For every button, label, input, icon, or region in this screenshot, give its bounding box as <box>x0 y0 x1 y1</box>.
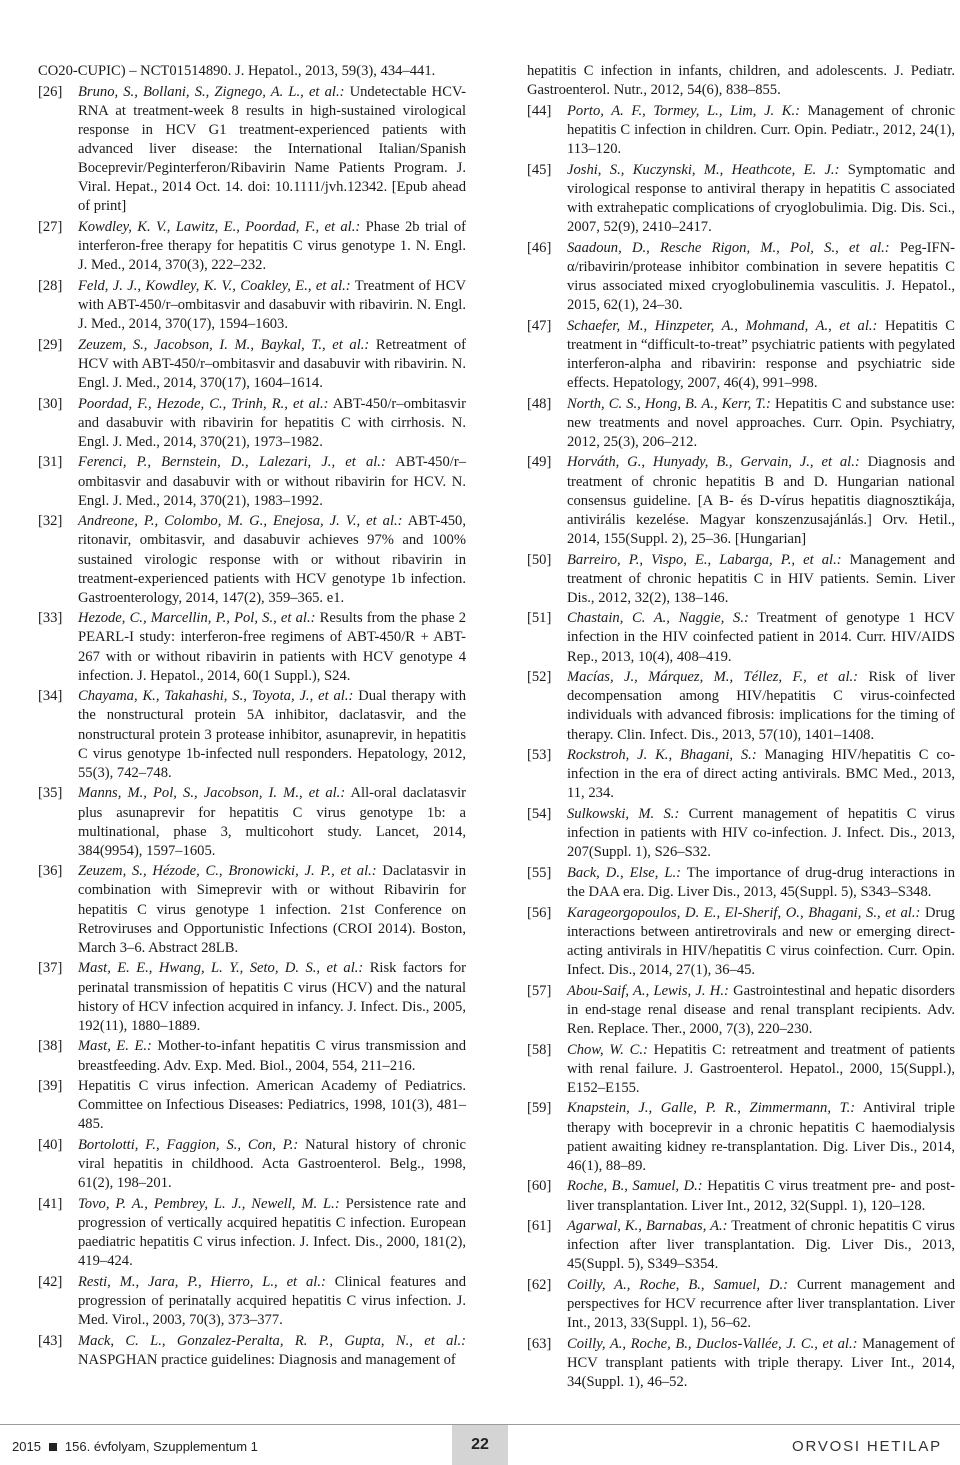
reference-entry <box>527 904 955 980</box>
reference-number: [39] <box>38 1078 63 1095</box>
reference-number: [26] <box>38 83 63 100</box>
reference-authors: Schaefer, M., Hinzpeter, A., Mohmand, A., et al.: <box>567 317 878 334</box>
reference-text: Natural history of chronic viral hepatitis in childhood. Acta Gastroenterol. Belg., 1998, 61(2), 198–201. <box>78 1137 466 1192</box>
reference-authors: Andreone, P., Colombo, M. G., Enejosa, J. V., et al.: <box>78 513 403 530</box>
reference-authors: Ferenci, P., Bernstein, D., Lalezari, J., et al.: <box>78 454 386 471</box>
reference-entry <box>38 1332 466 1370</box>
reference-entry <box>38 687 466 782</box>
reference-authors: Mast, E. E., Hwang, L. Y., Seto, D. S., et al.: <box>78 960 364 977</box>
reference-number: [46] <box>527 239 552 256</box>
reference-entry <box>38 336 466 393</box>
reference-number: [44] <box>527 102 552 119</box>
reference-entry <box>38 277 466 334</box>
reference-text: ABT-450/r–ombitasvir and dasabuvir with ribavirin for hepatitis C with cirrhosis. N. Engl. J. Med., 2014, 370(21), 1973–1982. <box>78 395 467 450</box>
reference-number: [55] <box>527 864 552 881</box>
reference-entry <box>38 83 466 217</box>
reference-authors: Knapstein, J., Galle, P. R., Zimmermann, T.: <box>567 1100 856 1117</box>
reference-number: [51] <box>527 610 552 627</box>
reference-text: ABT-450/r–ombitasvir and dasabuvir with or without ribavirin for HCV. N. Engl. J. Med., 2014, 370(21), 1983–1992. <box>78 454 466 509</box>
reference-text: Current management of hepatitis C virus infection in patients with HIV co-infection. J. Infect. Dis., 2013, 207(Suppl. 1), S26–S32. <box>567 806 955 861</box>
reference-entry <box>527 62 955 100</box>
reference-entry <box>527 239 955 315</box>
reference-text: Treatment of chronic hepatitis C virus infection after liver transplantation. Dig. Liver Dis., 2013, 45(Suppl. 5), S349–S354. <box>567 1218 955 1273</box>
reference-text: Clinical features and progression of perinatally acquired hepatitis C virus infection. J. Med. Virol., 2003, 70(3), 373–377. <box>78 1273 466 1329</box>
reference-text: Daclatasvir in combination with Simeprevir with or without Ribavirin for hepatitis C virus genotype 1 infection. 21st Conference on Retroviruses and Opportunistic Infections (CROI 2014). Boston, March 3–6. Abstract 28LB. <box>78 863 466 956</box>
reference-number: [38] <box>38 1038 63 1055</box>
reference-entry <box>527 317 955 393</box>
reference-authors: Chayama, K., Takahashi, S., Toyota, J., et al.: <box>78 688 354 705</box>
reference-entry <box>527 864 955 902</box>
reference-number: [42] <box>38 1273 63 1290</box>
reference-authors: Abou-Saif, A., Lewis, J. H.: <box>567 982 729 999</box>
reference-entry <box>38 609 466 685</box>
reference-number: [34] <box>38 688 63 705</box>
reference-number: [49] <box>527 454 552 471</box>
reference-number: [57] <box>527 982 552 999</box>
reference-number: [28] <box>38 277 63 294</box>
reference-entry <box>527 551 955 608</box>
reference-entry <box>38 512 466 607</box>
reference-authors: Saadoun, D., Resche Rigon, M., Pol, S., et al.: <box>567 239 890 256</box>
reference-entry <box>38 784 466 860</box>
reference-number: [54] <box>527 806 552 823</box>
reference-text: The importance of drug-drug interactions in the DAA era. Dig. Liver Dis., 2013, 45(Suppl. 5), S343–S348. <box>567 864 955 901</box>
reference-text: Diagnosis and treatment of chronic hepatitis B and D. Hungarian national consensus guideline. [A B- és D-vírus hepatitis diagnosztikája, antivirális kezelése. Magyar konszenzusajánlás.] Orv. Hetil., 2014, 155(Suppl. 2), 25–36. [Hungarian] <box>567 454 955 547</box>
reference-authors: Back, D., Else, L.: <box>567 864 682 881</box>
reference-text: NASPGHAN practice guidelines: Diagnosis and management of <box>78 1351 456 1368</box>
reference-text: Drug interactions between antiretrovirals and new or emerging direct-acting antivirals in HIV/hepatitis C virus coinfection. Curr. Opin. Infect. Dis., 2014, 27(1), 36–45. <box>567 904 955 979</box>
reference-authors: Hezode, C., Marcellin, P., Pol, S., et al.: <box>78 610 316 627</box>
reference-entry <box>527 1099 955 1175</box>
reference-text: hepatitis C infection in infants, children, and adolescents. J. Pediatr. Gastroenterol. Nutr., 2012, 54(6), 838–855. <box>527 63 955 99</box>
reference-number: [62] <box>527 1277 552 1294</box>
footer-year: 2015 <box>12 1439 41 1454</box>
reference-entry <box>527 982 955 1039</box>
reference-number: [27] <box>38 218 63 235</box>
reference-number: [35] <box>38 785 63 802</box>
reference-text: Mother-to-infant hepatitis C virus transmission and breastfeeding. Adv. Exp. Med. Biol., 2004, 554, 211–216. <box>78 1038 466 1074</box>
reference-text: Treatment of genotype 1 HCV infection in the HIV coinfected patient in 2014. Curr. HIV/AIDS Rep., 2013, 10(4), 408–419. <box>567 610 955 665</box>
reference-authors: Tovo, P. A., Pembrey, L. J., Newell, M. L.: <box>78 1195 340 1212</box>
reference-entry <box>527 102 955 159</box>
reference-number: [41] <box>38 1195 63 1212</box>
reference-number: [32] <box>38 513 63 530</box>
reference-number: [63] <box>527 1335 552 1352</box>
reference-authors: Manns, M., Pol, S., Jacobson, I. M., et al.: <box>78 785 346 802</box>
reference-text: Management of chronic hepatitis C infection in children. Curr. Opin. Pediatr., 2012, 24(1), 113–120. <box>567 102 955 157</box>
reference-text: Peg-IFN-α/ribavirin/protease inhibitor combination in severe hepatitis C virus associated mixed cryoglobulinemia vasculitis. J. Hepatol., 2015, 62(1), 24–30. <box>567 239 956 313</box>
reference-text: Hepatitis C virus infection. American Academy of Pediatrics. Committee on Infectious Diseases: Pediatrics, 1998, 101(3), 481–485. <box>78 1078 466 1133</box>
reference-authors: Bruno, S., Bollani, S., Zignego, A. L., et al.: <box>78 83 345 100</box>
reference-authors: Coilly, A., Roche, B., Duclos-Vallée, J. C., et al.: <box>567 1335 858 1352</box>
reference-number: [40] <box>38 1137 63 1154</box>
reference-number: [50] <box>527 551 552 568</box>
reference-entry <box>527 1217 955 1274</box>
reference-entry <box>527 609 955 666</box>
reference-number: [30] <box>38 395 63 412</box>
reference-text: Risk factors for perinatal transmission of hepatitis C virus (HCV) and the natural history of HCV infection acquired in infancy. J. Infect. Dis., 2005, 192(11), 1880–1889. <box>78 960 466 1034</box>
reference-number: [47] <box>527 317 552 334</box>
reference-entry <box>38 1037 466 1075</box>
reference-number: [43] <box>38 1332 63 1349</box>
left-reference-column <box>38 62 466 1372</box>
right-reference-column <box>527 62 955 1394</box>
reference-text: Management and treatment of chronic hepatitis C in HIV patients. Semin. Liver Dis., 2012, 32(2), 138–146. <box>567 551 955 606</box>
reference-text: Hepatitis C: retreatment and treatment of patients with renal failure. J. Gastroenterol. Hepatol., 2000, 15(Suppl.), E152–E155. <box>567 1041 955 1096</box>
reference-entry <box>527 395 955 452</box>
reference-entry <box>38 959 466 1035</box>
reference-authors: Kowdley, K. V., Lawitz, E., Poordad, F., et al.: <box>78 218 361 235</box>
reference-text: CO20-CUPIC) – NCT01514890. J. Hepatol., 2013, 59(3), 434–441. <box>38 63 436 79</box>
reference-text: Phase 2b trial of interferon-free therapy for hepatitis C virus genotype 1. N. Engl. J. Med., 2014, 370(3), 222–232. <box>78 218 466 274</box>
reference-authors: Horváth, G., Hunyady, B., Gervain, J., et al.: <box>567 454 860 471</box>
reference-authors: Mast, E. E.: <box>78 1038 152 1055</box>
reference-text: Persistence rate and progression of vertically acquired hepatitis C infection. European paediatric hepatitis C virus infection. J. Infect. Dis., 2000, 181(2), 419–424. <box>78 1195 466 1270</box>
reference-text: All-oral daclatasvir plus asunaprevir for hepatitis C virus genotype 1b: a multinational, phase 3, multicohort study. Lancet, 2014, 384(9954), 1597–1605. <box>78 785 466 859</box>
reference-text: Managing HIV/hepatitis C co-infection in the era of direct acting antivirals. BMC Med., 2013, 11, 234. <box>567 747 956 802</box>
page-footer <box>0 1424 960 1465</box>
reference-number: [56] <box>527 904 552 921</box>
reference-entry <box>527 746 955 803</box>
reference-number: [60] <box>527 1178 552 1195</box>
reference-text: Treatment of HCV with ABT-450/r–ombitasvir and dasabuvir with ribavirin. N. Engl. J. Med., 2014, 370(17), 1594–1603. <box>78 277 466 332</box>
reference-text: Hepatitis C and substance use: new treatments and novel approaches. Curr. Opin. Psychiatry, 2012, 25(3), 206–212. <box>567 395 955 450</box>
reference-authors: Karageorgopoulos, D. E., El-Sherif, O., Bhagani, S., et al.: <box>567 904 921 921</box>
reference-number: [36] <box>38 863 63 880</box>
reference-entry <box>38 1195 466 1271</box>
reference-text: Retreatment of HCV with ABT-450/r–ombitasvir and dasabuvir with ribavirin. N. Engl. J. Med., 2014, 370(17), 1604–1614. <box>78 336 466 391</box>
reference-authors: North, C. S., Hong, B. A., Kerr, T.: <box>567 395 771 412</box>
reference-authors: Joshi, S., Kuczynski, M., Heathcote, E. J.: <box>567 161 840 178</box>
reference-entry <box>527 161 955 237</box>
reference-entry <box>38 1136 466 1193</box>
page-number: 22 <box>452 1425 508 1465</box>
reference-authors: Zeuzem, S., Jacobson, I. M., Baykal, T., et al.: <box>78 336 370 353</box>
reference-authors: Resti, M., Jara, P., Hierro, L., et al.: <box>78 1273 326 1290</box>
reference-text: Dual therapy with the nonstructural protein 5A inhibitor, daclatasvir, and the nonstructural protein 3 protease inhibitor, asunaprevir, in hepatitis C virus genotype 1b-infected null responders. Hepatology, 2012, 55(3), 742–748. <box>78 688 466 781</box>
reference-number: [29] <box>38 336 63 353</box>
reference-number: [58] <box>527 1041 552 1058</box>
reference-authors: Sulkowski, M. S.: <box>567 806 680 823</box>
reference-number: [33] <box>38 610 63 627</box>
reference-authors: Agarwal, K., Barnabas, A.: <box>567 1218 728 1235</box>
reference-number: [31] <box>38 454 63 471</box>
reference-number: [52] <box>527 669 552 686</box>
reference-authors: Rockstroh, J. K., Bhagani, S.: <box>567 747 757 764</box>
reference-entry <box>527 668 955 744</box>
reference-entry <box>527 1335 955 1392</box>
reference-text: Risk of liver decompensation among HIV/hepatitis C virus-coinfected individuals with advanced fibrosis: implications for the timing of therapy. Clin. Infect. Dis., 2013, 57(10), 1401–1408. <box>567 669 955 743</box>
reference-authors: Mack, C. L., Gonzalez-Peralta, R. P., Gupta, N., et al.: <box>78 1332 466 1349</box>
square-bullet-icon <box>49 1443 57 1451</box>
reference-text: Management of HCV transplant patients with triple therapy. Liver Int., 2014, 34(Suppl. 1), 46–52. <box>567 1335 956 1391</box>
reference-authors: Porto, A. F., Tormey, L., Lim, J. K.: <box>567 102 801 119</box>
reference-number: [59] <box>527 1100 552 1117</box>
reference-entry <box>527 453 955 548</box>
reference-entry <box>38 395 466 452</box>
reference-entry <box>38 218 466 275</box>
reference-authors: Bortolotti, F., Faggion, S., Con, P.: <box>78 1137 299 1154</box>
reference-number: [48] <box>527 395 552 412</box>
reference-number: [53] <box>527 747 552 764</box>
reference-entry <box>527 1276 955 1333</box>
reference-entry <box>38 1273 466 1330</box>
reference-text: Gastrointestinal and hepatic disorders in end-stage renal disease and renal transplant recipients. Adv. Ren. Replace. Ther., 2000, 7(3), 220–230. <box>567 982 955 1037</box>
reference-text: ABT-450, ritonavir, ombitasvir, and dasabuvir achieves 97% and 100% sustained virologic response with or without ribavirin in treatment-experienced patients with HCV genotype 1b infection. Gastroenterology, 2014, 147(2), 359–365. e1. <box>78 513 466 606</box>
reference-authors: Macías, J., Márquez, M., Téllez, F., et al.: <box>567 669 859 686</box>
reference-entry <box>38 62 466 81</box>
reference-entry <box>527 1041 955 1098</box>
reference-authors: Feld, J. J., Kowdley, K. V., Coakley, E., et al.: <box>78 277 351 294</box>
footer-issue-info <box>12 1439 258 1454</box>
reference-text: Undetectable HCV-RNA at treatment-week 8 results in high-sustained virological response in HCV G1 treatment-experienced patients with advanced liver disease: the International Italian/Spanish Boceprevir/Peginterferon/Ribavirin Name Patients Program. J. Viral. Hepat., 2014 Oct. 14. doi: 10.1111/jvh.12342. [Epub ahead of print] <box>78 83 466 215</box>
reference-number: [61] <box>527 1218 552 1235</box>
reference-authors: Chow, W. C.: <box>567 1041 648 1058</box>
reference-text: Antiviral triple therapy with boceprevir in a chronic hepatitis C haemodialysis patient awaiting kidney re-transplantation. Dig. Liver Dis., 2014, 46(1), 88–89. <box>567 1100 955 1174</box>
reference-entry <box>527 805 955 862</box>
footer-issue: 156. évfolyam, Szupplementum 1 <box>64 1439 258 1454</box>
reference-authors: Roche, B., Samuel, D.: <box>567 1178 703 1195</box>
reference-text: Current management and perspectives for HCV recurrence after liver transplantation. Liver Int., 2013, 33(Suppl. 1), 56–62. <box>567 1277 956 1332</box>
reference-authors: Barreiro, P., Vispo, E., Labarga, P., et al.: <box>567 551 842 568</box>
reference-entry <box>38 862 466 957</box>
reference-text: Hepatitis C virus treatment pre- and post-liver transplantation. Liver Int., 2012, 32(Suppl. 1), 120–128. <box>567 1178 955 1214</box>
reference-entry <box>38 453 466 510</box>
reference-authors: Coilly, A., Roche, B., Samuel, D.: <box>567 1277 789 1294</box>
journal-name: ORVOSI HETILAP <box>792 1438 942 1455</box>
reference-authors: Poordad, F., Hezode, C., Trinh, R., et al.: <box>78 395 329 412</box>
reference-text: Results from the phase 2 PEARL-I study: interferon-free regimens of ABT-450/R + ABT-267 with or without ribavirin in patients with HCV genotype 4 infection. J. Hepatol., 2014, 60(1 Suppl.), S24. <box>78 610 466 684</box>
reference-text: Symptomatic and virological response to antiviral therapy in hepatitis C associated with extrahepatic complications of cryoglobulimia. Dig. Dis. Sci., 2007, 52(9), 2410–2417. <box>567 161 955 235</box>
reference-authors: Chastain, C. A., Naggie, S.: <box>567 610 749 627</box>
reference-entry <box>38 1077 466 1134</box>
reference-number: [45] <box>527 161 552 178</box>
reference-number: [37] <box>38 960 63 977</box>
reference-authors: Zeuzem, S., Hézode, C., Bronowicki, J. P., et al.: <box>78 863 377 880</box>
reference-text: Hepatitis C treatment in “difficult-to-treat” psychiatric patients with pegylated interferon-alpha and ribavirin: response and psychiatric side effects. Hepatology, 2007, 46(4), 991–998. <box>567 317 955 391</box>
reference-entry <box>527 1177 955 1215</box>
